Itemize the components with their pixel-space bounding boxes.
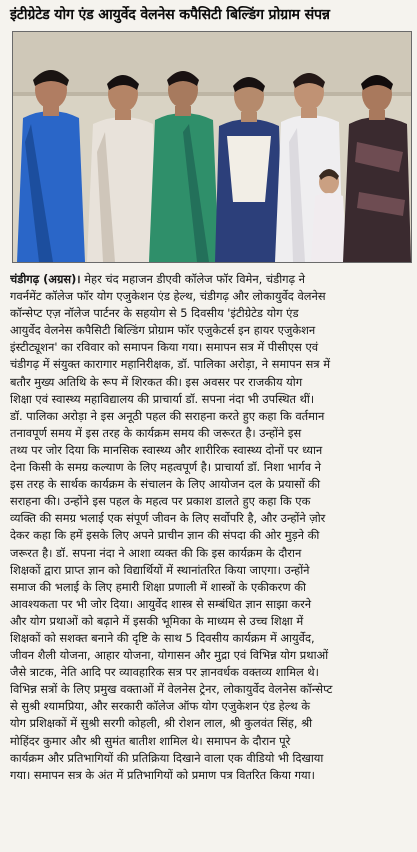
article-line: और योग प्रथाओं को बढ़ाने में इसकी भूमिका के माध्यम से उच्च शिक्षा में [10,613,304,628]
group-photo [12,31,412,263]
article-line: मोहिंदर कुमार और श्री सुमंत बातीश शामिल थे। समापन के दौरान पूरे [10,733,291,748]
article-line: इंस्टीट्यूशन' का रविवार को समापन किया गया। समापन सत्र में पीसीएस एवं [10,340,319,355]
article-line: तनावपूर्ण समय में इस तरह के कार्यक्रम समय की जरूरत है। उन्होंने इस [10,425,302,440]
article-line: सराहना की। उन्होंने इस पहल के महत्व पर प्रकाश डालते हुए कहा कि एक [10,494,311,509]
article-line: योग प्रशिक्षकों में सुश्री सरगी कोहली, श्री रोशन लाल, श्री कुलवंत सिंह, श्री [10,716,313,731]
article-line: गवर्नमेंट कॉलेज फॉर योग एजुकेशन एंड हेल्थ, चंडीगढ़ और लोकायुर्वेद वेलनेस [10,289,326,304]
headline: इंटीग्रेटेड योग एंड आयुर्वेद वेलनेस कपैसिटी बिल्डिंग प्रोग्राम संपन्न [10,7,330,23]
article-line: इस तरह के सार्थक कार्यक्रम के संचालन के लिए आयोजन दल के प्रयासों की [10,477,321,492]
article-line: तथ्य पर जोर दिया कि मानसिक स्वास्थ्य और शारीरिक स्वास्थ्य दोनों पर ध्यान [10,442,323,457]
article-line: कार्यक्रम और प्रतिभागियों की प्रतिक्रिया दिखाने वाला एक वीडियो भी दिखाया [10,750,324,765]
article-text: मेहर चंद महाजन डीएवी कॉलेज फॉर विमेन, चंडीगढ़ ने [80,272,305,286]
article-line: आयुर्वेद वेलनेस कपैसिटी बिल्डिंग प्रोग्राम फॉर एजुकेटर्स इन हायर एजुकेशन [10,323,316,338]
article-line: जैसे त्राटक, नेति आदि पर व्यावहारिक सत्र पर ज्ञानवर्धक वक्तव्य शामिल थे। [10,665,319,680]
article-line: से सुश्री श्यामप्रिया, और सरकारी कॉलेज ऑफ योग एजुकेशन एंड हेल्थ के [10,699,311,714]
article-line: शिक्षकों को सशक्त बनाने की दृष्टि के साथ 5 दिवसीय कार्यक्रम में आयुर्वेद, [10,630,315,645]
article-line: व्यक्ति की समग्र भलाई एक संपूर्ण जीवन के लिए सर्वोपरि है, और उन्होंने ज़ोर [10,511,326,526]
photo-illustration [13,32,411,262]
article-line: देना किसी के समग्र कल्याण के लिए महत्वपूर्ण है। प्राचार्या डॉ. निशा भार्गव ने [10,460,322,475]
article-line: शिक्षा एवं स्वास्थ्य महाविद्यालय की प्राचार्या डॉ. सपना नंदा भी उपस्थित थीं। [10,391,315,406]
article-line: शिक्षकों द्वारा प्राप्त ज्ञान को विद्यार्थियों में स्थानांतरित किया जाएगा। उन्होंने [10,562,310,577]
article-line: देकर कहा कि हमें इसके लिए अपने प्राचीन ज्ञान की संपदा की ओर मुड़ने की [10,528,320,543]
article-body [6,271,411,784]
article-line: आवश्यकता पर भी जोर दिया। आयुर्वेद शास्त्र से सम्बंधित ज्ञान साझा करने [10,596,312,611]
article-line: जीवन शैली योजना, आहार योजना, योगासन और मुद्रा एवं विभिन्न योग प्रथाओं [10,648,329,663]
article-line-0 [10,271,411,288]
article-line: जरूरत है। डॉ. सपना नंदा ने आशा व्यक्त की कि इस कार्यक्रम के दौरान [10,545,302,560]
dateline: चंडीगढ़ (अग्रस)। [10,272,81,286]
article-line: गया। समापन सत्र के अंत में प्रतिभागियों को प्रमाण पत्र वितरित किया गया। [10,767,315,782]
article-line: विभिन्न सत्रों के लिए प्रमुख वक्ताओं में वेलनेस ट्रेनर, लोकायुर्वेद वेलनेस कॉन्सेप्ट [10,682,333,697]
article-line: कॉन्सेप्ट एज़ नॉलेज पार्टनर के सहयोग से 5 दिवसीय 'इंटीग्रेटेड योग एंड [10,306,299,321]
article-line: समाज की भलाई के लिए हमारी शिक्षा प्रणाली में शास्त्रों के एकीकरण की [10,579,306,594]
article-line: बतौर मुख्य अतिथि के रूप में शिरकत की। इस अवसर पर राजकीय योग [10,374,303,389]
article-line: चंडीगढ़ में संयुक्त कारागार महानिरीक्षक, डॉ. पालिका अरोड़ा, ने समापन सत्र में [10,357,331,372]
article-line: डॉ. पालिका अरोड़ा ने इस अनूठी पहल की सराहना करते हुए कहा कि वर्तमान [10,408,325,423]
